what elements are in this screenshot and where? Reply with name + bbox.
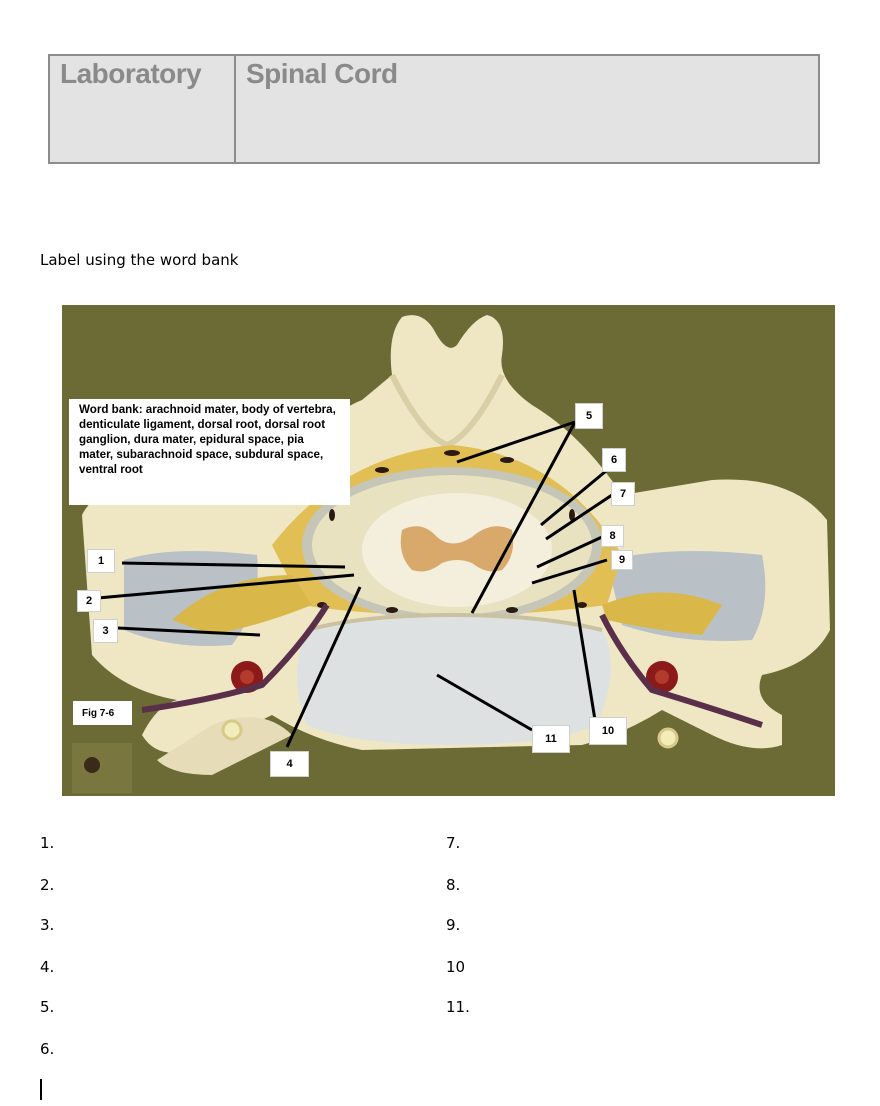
topic-title: Spinal Cord <box>246 58 398 89</box>
answer-line-1: 1. <box>40 834 55 852</box>
callout-11: 11 <box>532 725 570 753</box>
lab-title: Laboratory <box>60 58 202 89</box>
answer-line-6: 6. <box>40 1040 55 1058</box>
callout-3: 3 <box>93 619 118 643</box>
callout-8: 8 <box>601 525 624 547</box>
callout-2: 2 <box>77 590 101 612</box>
callout-9: 9 <box>611 550 633 570</box>
callout-5: 5 <box>575 403 603 429</box>
word-bank: Word bank: arachnoid mater, body of vertebra, denticulate ligament, dorsal root, dorsal root ganglion, dura mater, epidural space, pia mater, subarachnoid space, subdural space, ventral root <box>69 399 350 505</box>
callout-1: 1 <box>87 549 115 573</box>
header-cell-topic <box>236 56 818 162</box>
callout-10: 10 <box>589 717 627 745</box>
answer-line-4: 4. <box>40 958 55 976</box>
answer-line-2: 2. <box>40 876 55 894</box>
answer-line-7: 7. <box>446 834 461 852</box>
callout-6: 6 <box>602 448 626 472</box>
figure-caption: Fig 7-6 <box>73 701 132 725</box>
answer-line-9: 9. <box>446 916 461 934</box>
header-cell-lab <box>50 56 236 162</box>
spinal-cord-figure <box>62 305 835 796</box>
text-cursor[interactable] <box>40 1079 42 1100</box>
callout-4: 4 <box>270 751 309 777</box>
spinal-cord-model-illustration <box>62 305 835 796</box>
answer-line-3: 3. <box>40 916 55 934</box>
instruction-text: Label using the word bank <box>40 251 239 269</box>
answer-line-5: 5. <box>40 998 55 1016</box>
answer-line-11: 11. <box>446 998 470 1016</box>
answer-line-10: 10 <box>446 958 466 976</box>
callout-7: 7 <box>611 482 635 506</box>
answer-line-8: 8. <box>446 876 461 894</box>
header-table <box>48 54 820 164</box>
